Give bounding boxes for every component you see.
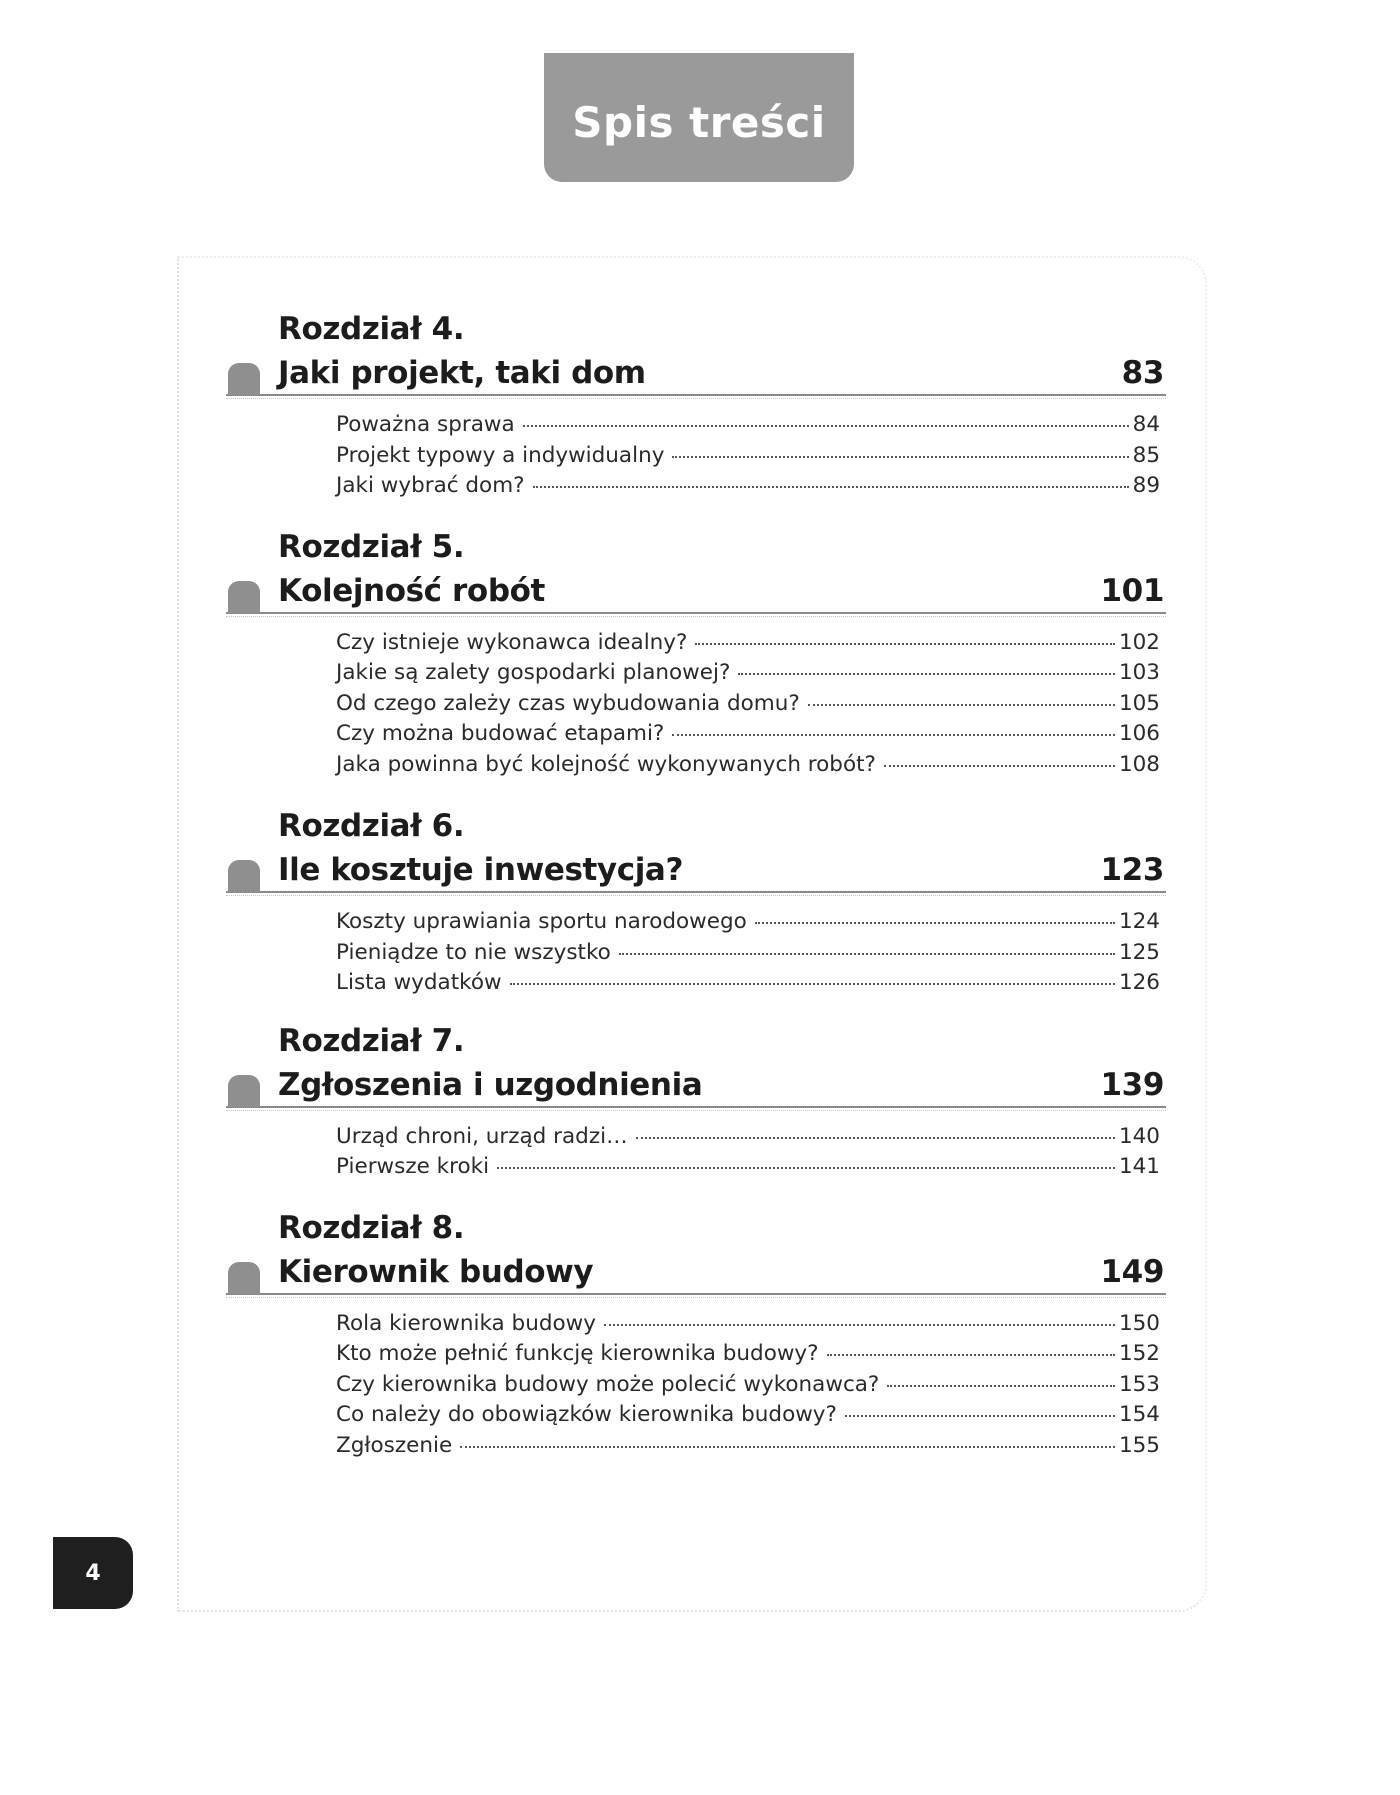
chapter-title: Kierownik budowy [278, 1253, 594, 1290]
chapter-number: Rozdział 5. [278, 528, 465, 565]
entry-page-number: 125 [1118, 939, 1160, 965]
entry-page-number: 154 [1118, 1402, 1160, 1427]
dot-leader [695, 643, 1115, 645]
toc-entry[interactable] [336, 721, 1160, 752]
page-number-badge [53, 1537, 133, 1609]
entry-page-number: 108 [1118, 751, 1160, 777]
dot-leader [533, 486, 1129, 488]
entry-page-number: 140 [1118, 1123, 1160, 1149]
entry-page-number: 105 [1118, 690, 1160, 716]
chapter-title: Jaki projekt, taki dom [278, 355, 646, 391]
dot-leader [672, 456, 1128, 458]
chapter-heading[interactable] [226, 1064, 1166, 1108]
toc-entry[interactable] [336, 1341, 1160, 1372]
entry-title: Czy istnieje wykonawca idealny? [336, 629, 688, 655]
chapter-heading[interactable] [226, 849, 1166, 893]
toc-entry[interactable] [336, 1372, 1160, 1403]
entry-title: Projekt typowy a indywidualny [336, 442, 665, 468]
chapter-marker-icon [228, 860, 260, 892]
dot-leader [636, 1137, 1115, 1139]
chapter-heading[interactable] [226, 1251, 1166, 1295]
toc-entry[interactable] [336, 473, 1160, 504]
entry-page-number: 126 [1118, 970, 1160, 995]
entry-title: Co należy do obowiązków kierownika budowy? [336, 1402, 837, 1427]
dot-leader [510, 983, 1115, 985]
toc-entry[interactable] [336, 752, 1160, 783]
toc-entry[interactable] [336, 909, 1160, 940]
section-list [226, 1295, 1166, 1464]
toc-entry[interactable] [336, 691, 1160, 722]
chapter-section [226, 803, 1166, 1001]
dot-leader [460, 1446, 1115, 1448]
dot-leader [845, 1415, 1115, 1417]
toc-entry[interactable] [336, 1402, 1160, 1433]
section-list [226, 396, 1166, 504]
entry-title: Pierwsze kroki [336, 1154, 490, 1179]
chapter-marker-icon [228, 1075, 260, 1107]
entry-page-number: 155 [1118, 1432, 1160, 1458]
toc-entry[interactable] [336, 443, 1160, 474]
toc-entry[interactable] [336, 412, 1160, 443]
chapter-title: Kolejność robót [278, 572, 545, 609]
header-tab [544, 53, 854, 182]
toc-entry[interactable] [336, 1154, 1160, 1185]
chapter-marker-icon [228, 581, 260, 613]
entry-page-number: 106 [1118, 721, 1160, 746]
toc-entry[interactable] [336, 970, 1160, 1001]
entry-page-number: 124 [1118, 909, 1160, 934]
toc-entry[interactable] [336, 630, 1160, 661]
chapter-heading[interactable] [226, 570, 1166, 614]
entry-page-number: 150 [1118, 1310, 1160, 1336]
entry-page-number: 89 [1132, 473, 1160, 498]
chapter-page-number: 139 [1100, 1066, 1164, 1103]
dot-leader [604, 1324, 1115, 1326]
entry-title: Jaka powinna być kolejność wykonywanych robót? [336, 751, 876, 777]
dot-leader [523, 425, 1129, 427]
entry-page-number: 141 [1118, 1154, 1160, 1179]
toc-entry[interactable] [336, 1311, 1160, 1342]
dot-leader [884, 765, 1115, 767]
chapter-number: Rozdział 8. [278, 1209, 465, 1246]
entry-title: Jakie są zalety gospodarki planowej? [336, 660, 731, 685]
entry-page-number: 152 [1118, 1341, 1160, 1366]
entry-title: Czy można budować etapami? [336, 721, 665, 746]
dot-leader [738, 673, 1115, 675]
chapter-number: Rozdział 7. [278, 1022, 465, 1059]
dot-leader [808, 704, 1115, 706]
section-list [226, 1108, 1166, 1185]
chapter-section [226, 524, 1166, 783]
chapter-page-number: 149 [1100, 1253, 1164, 1290]
section-list [226, 893, 1166, 1001]
chapter-section [226, 306, 1166, 504]
dot-leader [497, 1167, 1115, 1169]
section-list [226, 614, 1166, 783]
chapter-page-number: 83 [1121, 355, 1164, 391]
dot-leader [887, 1385, 1115, 1387]
chapter-title: Zgłoszenia i uzgodnienia [278, 1066, 703, 1103]
entry-page-number: 103 [1118, 660, 1160, 685]
chapter-heading[interactable] [226, 352, 1166, 396]
table-of-contents [226, 288, 1166, 1463]
entry-title: Czy kierownika budowy może polecić wykonawca? [336, 1371, 880, 1397]
entry-title: Lista wydatków [336, 970, 502, 995]
dot-leader [827, 1354, 1115, 1356]
entry-title: Zgłoszenie [336, 1432, 453, 1458]
toc-entry[interactable] [336, 940, 1160, 971]
page-title: Spis treści [572, 98, 826, 147]
chapter-number: Rozdział 6. [278, 808, 465, 844]
entry-page-number: 153 [1118, 1371, 1160, 1397]
entry-title: Od czego zależy czas wybudowania domu? [336, 690, 800, 716]
entry-page-number: 84 [1132, 412, 1160, 437]
entry-title: Urząd chroni, urząd radzi… [336, 1123, 628, 1149]
entry-title: Poważna sprawa [336, 412, 515, 437]
entry-title: Koszty uprawiania sportu narodowego [336, 909, 747, 934]
entry-title: Rola kierownika budowy [336, 1310, 596, 1336]
page-number: 4 [85, 1560, 101, 1586]
chapter-section [226, 1205, 1166, 1464]
toc-entry[interactable] [336, 1433, 1160, 1464]
chapter-page-number: 101 [1100, 572, 1164, 609]
chapter-section [226, 1018, 1166, 1185]
chapter-number: Rozdział 4. [278, 311, 465, 347]
dot-leader [672, 734, 1115, 736]
toc-entry[interactable] [336, 660, 1160, 691]
entry-page-number: 85 [1132, 442, 1160, 468]
entry-page-number: 102 [1118, 629, 1160, 655]
dot-leader [619, 953, 1115, 955]
entry-title: Jaki wybrać dom? [336, 473, 525, 498]
entry-title: Pieniądze to nie wszystko [336, 939, 611, 965]
chapter-page-number: 123 [1100, 852, 1164, 888]
entry-title: Kto może pełnić funkcję kierownika budowy? [336, 1341, 819, 1366]
chapter-title: Ile kosztuje inwestycja? [278, 852, 684, 888]
chapter-marker-icon [228, 1262, 260, 1294]
dot-leader [755, 922, 1115, 924]
toc-entry[interactable] [336, 1124, 1160, 1155]
chapter-marker-icon [228, 363, 260, 395]
